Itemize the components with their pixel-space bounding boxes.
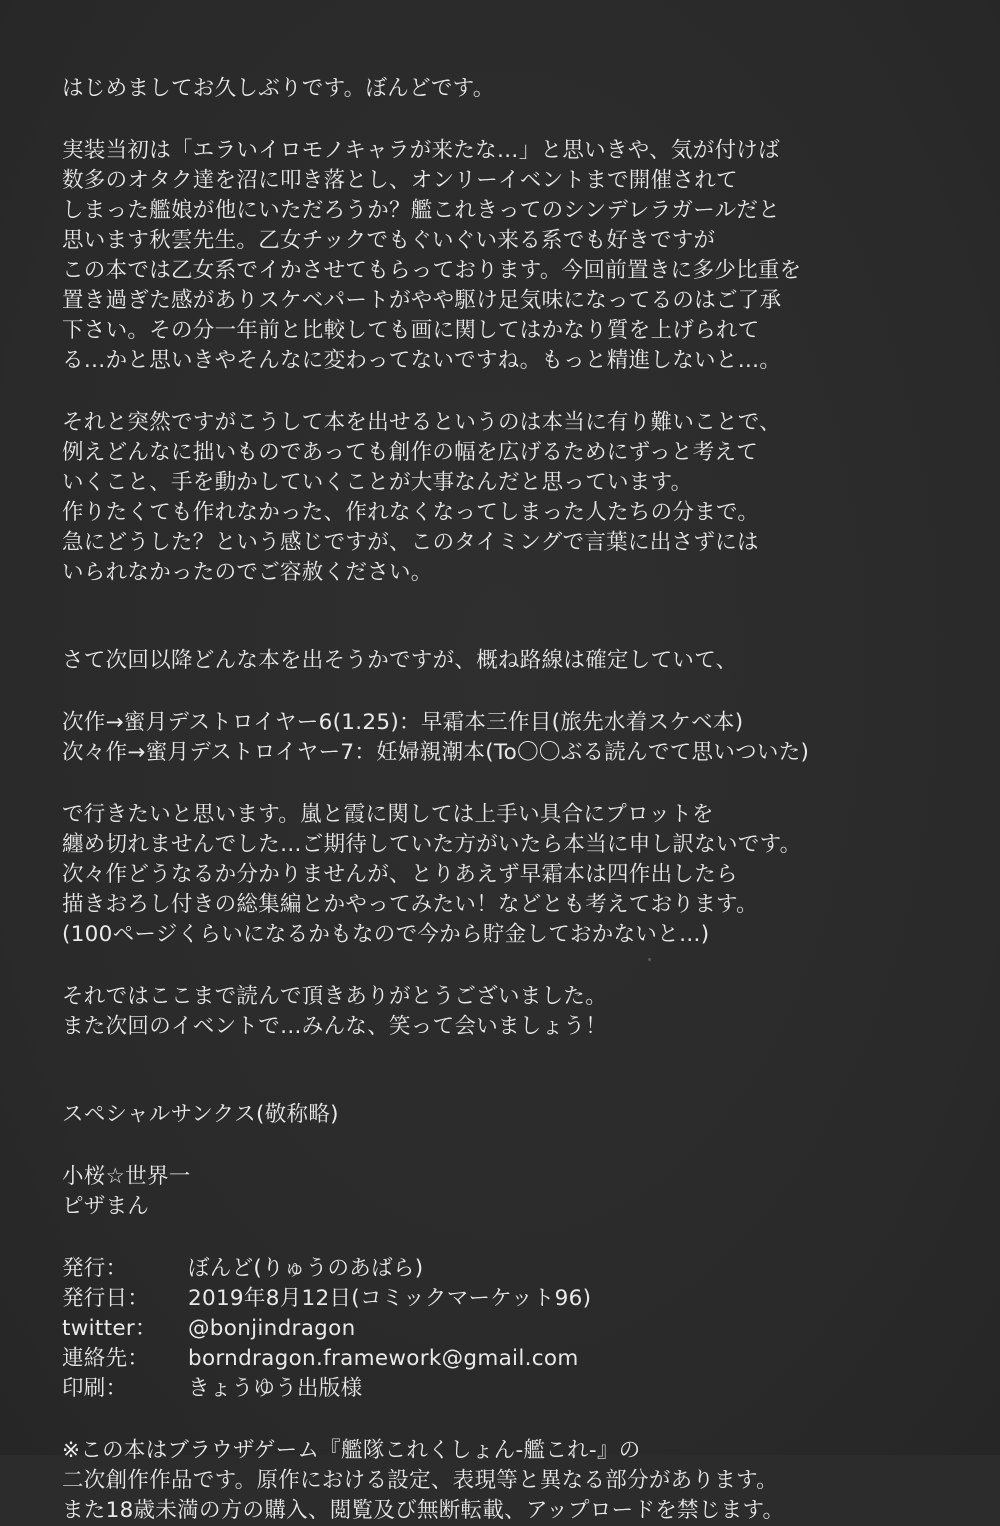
text-line: 描きおろし付きの総集編とかやってみたい！などとも考えております。 (62, 892, 758, 917)
special-thanks-heading: スペシャルサンクス(敬称略) (62, 1102, 339, 1127)
text-line: それと突然ですがこうして本を出せるというのは本当に有り難いことで、 (62, 410, 781, 435)
text-line: この本では乙女系でイかさせてもらっております。今回前置きに多少比重を (62, 258, 802, 283)
list-item: 次々作→蜜月デストロイヤー7：妊婦親潮本(To〇〇ぶる読んでて思いついた) (62, 740, 810, 765)
text-line: 数多のオタク達を沼に叩き落とし、オンリーイベントまで開催されて (62, 168, 738, 193)
special-thanks-section (62, 1100, 962, 1222)
text-line: 思います秋雲先生。乙女チックでもぐいぐい来る系でも好きですが (62, 228, 716, 253)
colophon-row (62, 1284, 962, 1314)
paragraph-closing (62, 982, 962, 1042)
text-line: しまった艦娘が他にいただろうか？艦これきってのシンデレラガールだと (62, 198, 781, 223)
colophon-label: 発行： (62, 1256, 128, 1281)
text-line: ※この本はブラウザゲーム『艦隊これくしょん-艦これ-』の (62, 1438, 641, 1463)
text-line: いられなかったのでご容赦ください。 (62, 560, 433, 585)
paragraph-future (62, 800, 962, 950)
text-line: それではここまで読んで頂きありがとうございました。 (62, 984, 608, 1009)
text-line: 実装当初は「エラいイロモノキャラが来たな…」と思いきや、気が付けば (62, 138, 780, 163)
text-line: (100ページくらいになるかもなので今から貯金しておかないと…) (62, 922, 710, 947)
list-item: 次作→蜜月デストロイヤー6(1.25)：早霜本三作目(旅先水着スケベ本) (62, 710, 744, 735)
text-line: さて次回以降どんな本を出そうかですが、概ね路線は確定していて、 (62, 648, 738, 673)
colophon-value: ぼんど(りゅうのあばら) (188, 1256, 424, 1281)
text-line: また次回のイベントで…みんな、笑って会いましょう！ (62, 1014, 608, 1039)
afterword-text (62, 74, 962, 1526)
text-line: また18歳未満の方の購入、閲覧及び無断転載、アップロードを禁じます。 (62, 1498, 785, 1523)
text-line: 次々作どうなるか分かりませんが、とりあえず早霜本は四作出したら (62, 862, 738, 887)
text-line: はじめましてお久しぶりです。ぼんどです。 (62, 76, 495, 101)
text-line: 作りたくても作れなかった、作れなくなってしまった人たちの分まで。 (62, 500, 760, 525)
text-line: 下さい。その分一年前と比較しても画に関してはかなり質を上げられて (62, 318, 760, 343)
paragraph-gratitude (62, 408, 962, 588)
thanks-name: 小桜☆世界一 (62, 1164, 191, 1189)
text-line: いくこと、手を動かしていくことが大事なんだと思っています。 (62, 470, 693, 495)
text-line: で行きたいと思います。嵐と霞に関しては上手い具合にプロットを (62, 802, 714, 827)
next-works-list (62, 708, 962, 768)
text-line: 置き過ぎた感がありスケベパートがやや駆け足気味になってるのはご了承 (62, 288, 782, 313)
disclaimer (62, 1436, 962, 1526)
colophon (62, 1254, 962, 1404)
intro-paragraph (62, 74, 962, 104)
text-line: 例えどんなに拙いものであっても創作の幅を広げるためにずっと考えて (62, 440, 759, 465)
colophon-value: 2019年8月12日(コミックマーケット96) (188, 1286, 592, 1311)
paragraph-akigumo (62, 136, 962, 376)
colophon-row (62, 1254, 962, 1284)
colophon-value: きょうゆう出版様 (188, 1376, 363, 1401)
colophon-label: 連絡先： (62, 1346, 150, 1371)
colophon-row (62, 1314, 962, 1344)
colophon-label: twitter： (62, 1316, 157, 1341)
thanks-name: ピザまん (62, 1194, 150, 1219)
colophon-value: borndragon.framework@gmail.com (188, 1346, 579, 1371)
colophon-label: 発行日： (62, 1286, 150, 1311)
colophon-value: @bonjindragon (188, 1316, 356, 1341)
paragraph-next-plans-intro (62, 646, 962, 676)
colophon-row (62, 1374, 962, 1404)
text-line: る…かと思いきやそんなに変わってないですね。もっと精進しないと…。 (62, 348, 782, 373)
colophon-row (62, 1344, 962, 1374)
text-line: 急にどうした？という感じですが、このタイミングで言葉に出さずには (62, 530, 759, 555)
text-line: 二次創作作品です。原作における設定、表現等と異なる部分があります。 (62, 1468, 778, 1493)
colophon-label: 印刷： (62, 1376, 128, 1401)
text-line: 纏め切れませんでした…ご期待していた方がいたら本当に申し訳ないです。 (62, 832, 802, 857)
